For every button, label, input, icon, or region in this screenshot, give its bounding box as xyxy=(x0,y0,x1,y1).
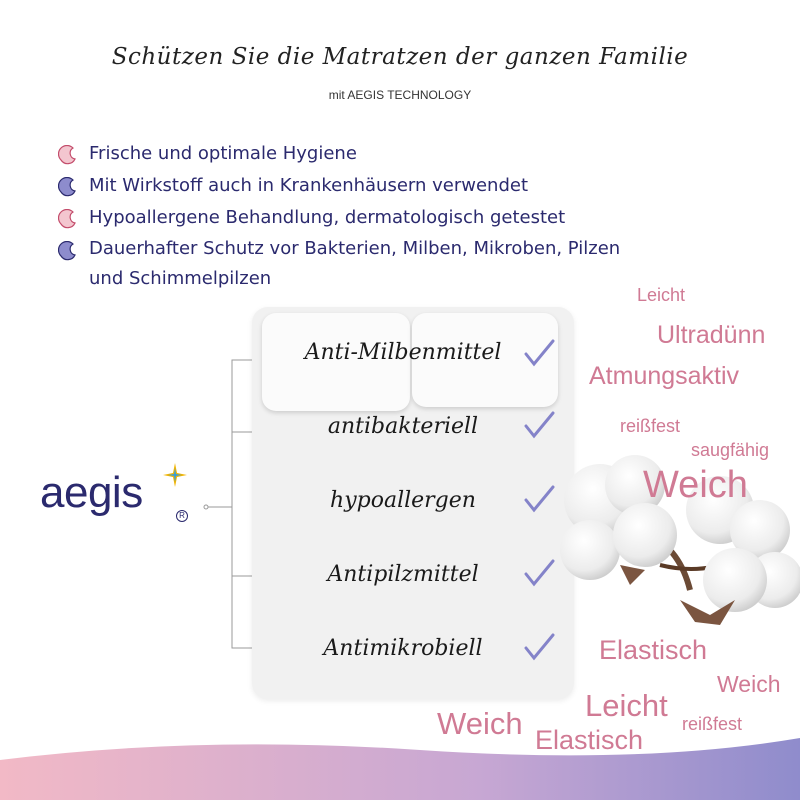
sparkle-star-icon xyxy=(162,462,188,488)
property-word: Leicht xyxy=(585,688,668,723)
logo-wordmark: aegis xyxy=(40,468,143,517)
checkmark-icon xyxy=(522,338,556,368)
property-label: antibakteriell xyxy=(327,414,479,439)
property-word: reißfest xyxy=(682,714,743,734)
crescent-bullet-icon xyxy=(58,177,78,197)
checkmark-icon xyxy=(522,558,556,588)
property-word: Ultradünn xyxy=(657,321,766,349)
property-word: Elastisch xyxy=(599,635,708,665)
feature-item xyxy=(58,170,698,202)
property-word: Elastisch xyxy=(535,725,644,755)
property-label: Anti-Milbenmittel xyxy=(304,340,502,365)
property-word: reißfest xyxy=(620,416,681,436)
property-label: Antimikrobiell xyxy=(323,636,483,661)
feature-list xyxy=(58,138,698,294)
property-word: Weich xyxy=(643,464,748,506)
page-subtitle: mit AEGIS TECHNOLOGY xyxy=(328,88,472,102)
property-word: saugfähig xyxy=(691,440,770,460)
checkmark-icon xyxy=(522,632,556,662)
crescent-bullet-icon xyxy=(58,241,78,261)
property-label: Antipilzmittel xyxy=(327,562,479,587)
feature-text: Mit Wirkstoff auch in Krankenhäusern verwendet xyxy=(89,175,529,196)
property-word: Leicht xyxy=(637,285,686,305)
decorative-wave xyxy=(0,720,800,800)
property-word: Weich xyxy=(437,706,523,741)
registered-mark: R xyxy=(176,510,188,522)
property-label: hypoallergen xyxy=(330,488,476,513)
crescent-bullet-icon xyxy=(58,209,78,229)
feature-text: Frische und optimale Hygiene xyxy=(89,143,357,164)
feature-item xyxy=(58,234,698,294)
checkmark-icon xyxy=(522,410,556,440)
property-word: Weich xyxy=(717,671,781,697)
page-title: Schützen Sie die Matratzen der ganzen Familie xyxy=(111,44,689,70)
property-word: Atmungsaktiv xyxy=(589,362,740,390)
checkmark-icon xyxy=(522,484,556,514)
feature-text: und Schimmelpilzen xyxy=(89,268,272,289)
feature-item xyxy=(58,202,698,234)
crescent-bullet-icon xyxy=(58,145,78,165)
feature-text: Hypoallergene Behandlung, dermatologisch getestet xyxy=(89,207,566,228)
feature-text: Dauerhafter Schutz vor Bakterien, Milben, Mikroben, Pilzen xyxy=(89,238,621,259)
feature-item xyxy=(58,138,698,170)
